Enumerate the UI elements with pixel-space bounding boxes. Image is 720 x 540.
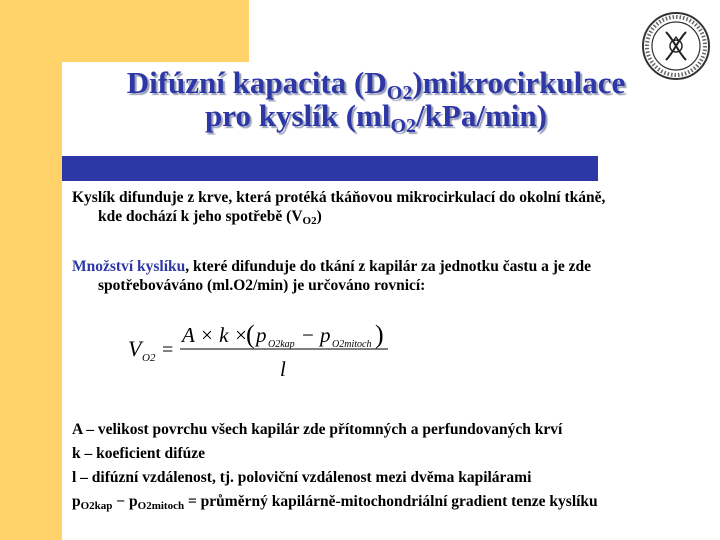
formula-term-2: p [320, 323, 331, 347]
formula-close-paren: ) [375, 320, 384, 349]
formula-equals: = [162, 339, 174, 361]
diffusion-equation [126, 316, 396, 384]
slide-title [62, 65, 690, 137]
definition-k: k – koeficient difúze [72, 445, 206, 462]
formula-numerator-prefix: A × k × [182, 323, 248, 347]
paragraph-2-line-1-rest: , které difunduje do tkání z kapilár za jednotku častu a je zde [185, 258, 592, 275]
variable-definitions [72, 418, 712, 514]
paragraph-1-line-1: Kyslík difunduje z krve, která protéká tkáňovou mikrocirkulací do okolní tkáně, [72, 189, 606, 206]
formula-term-2-sub: O2mitoch [332, 339, 372, 350]
formula-open-paren: ( [246, 320, 255, 349]
formula-lhs: V [128, 336, 142, 361]
formula-lhs-sub: O2 [142, 352, 156, 364]
paragraph-1-line-2: kde dochází k jeho spotřebě $(V_{O2})$ [98, 208, 322, 227]
definition-l: l – difúzní vzdálenost, tj. poloviční vzdálenost mezi dvěma kapilárami [72, 469, 532, 486]
paragraph-oxygen-diffusion [72, 188, 702, 226]
title-underline-bar [62, 156, 598, 181]
formula-term-1: p [256, 323, 267, 347]
title-line-2: pro kyslík $(ml_{O2}/kPa/\min)$ [205, 98, 547, 137]
paragraph-2-line-2: spotřebováváno (ml.O2/min) je určováno rovnicí: [98, 277, 426, 294]
paragraph-oxygen-amount [72, 257, 702, 295]
definition-a: A – velikost povrchu všech kapilár zde přítomných a perfundovaných krví [72, 421, 563, 438]
formula-term-1-sub: O2kap [268, 339, 295, 350]
definition-gradient: $p_{O2kap} - p_{O2mitoch}$ = průměrný kapilárně-mitochondriální gradient tenze kyslíku [72, 493, 598, 512]
highlighted-term: Množství kyslíku [72, 258, 186, 275]
formula-denominator: l [280, 357, 286, 381]
title-line-1: Difúzní kapacita $(D_{O2})mikrocirkulace$ [126, 65, 626, 104]
formula-minus: − [302, 323, 314, 347]
